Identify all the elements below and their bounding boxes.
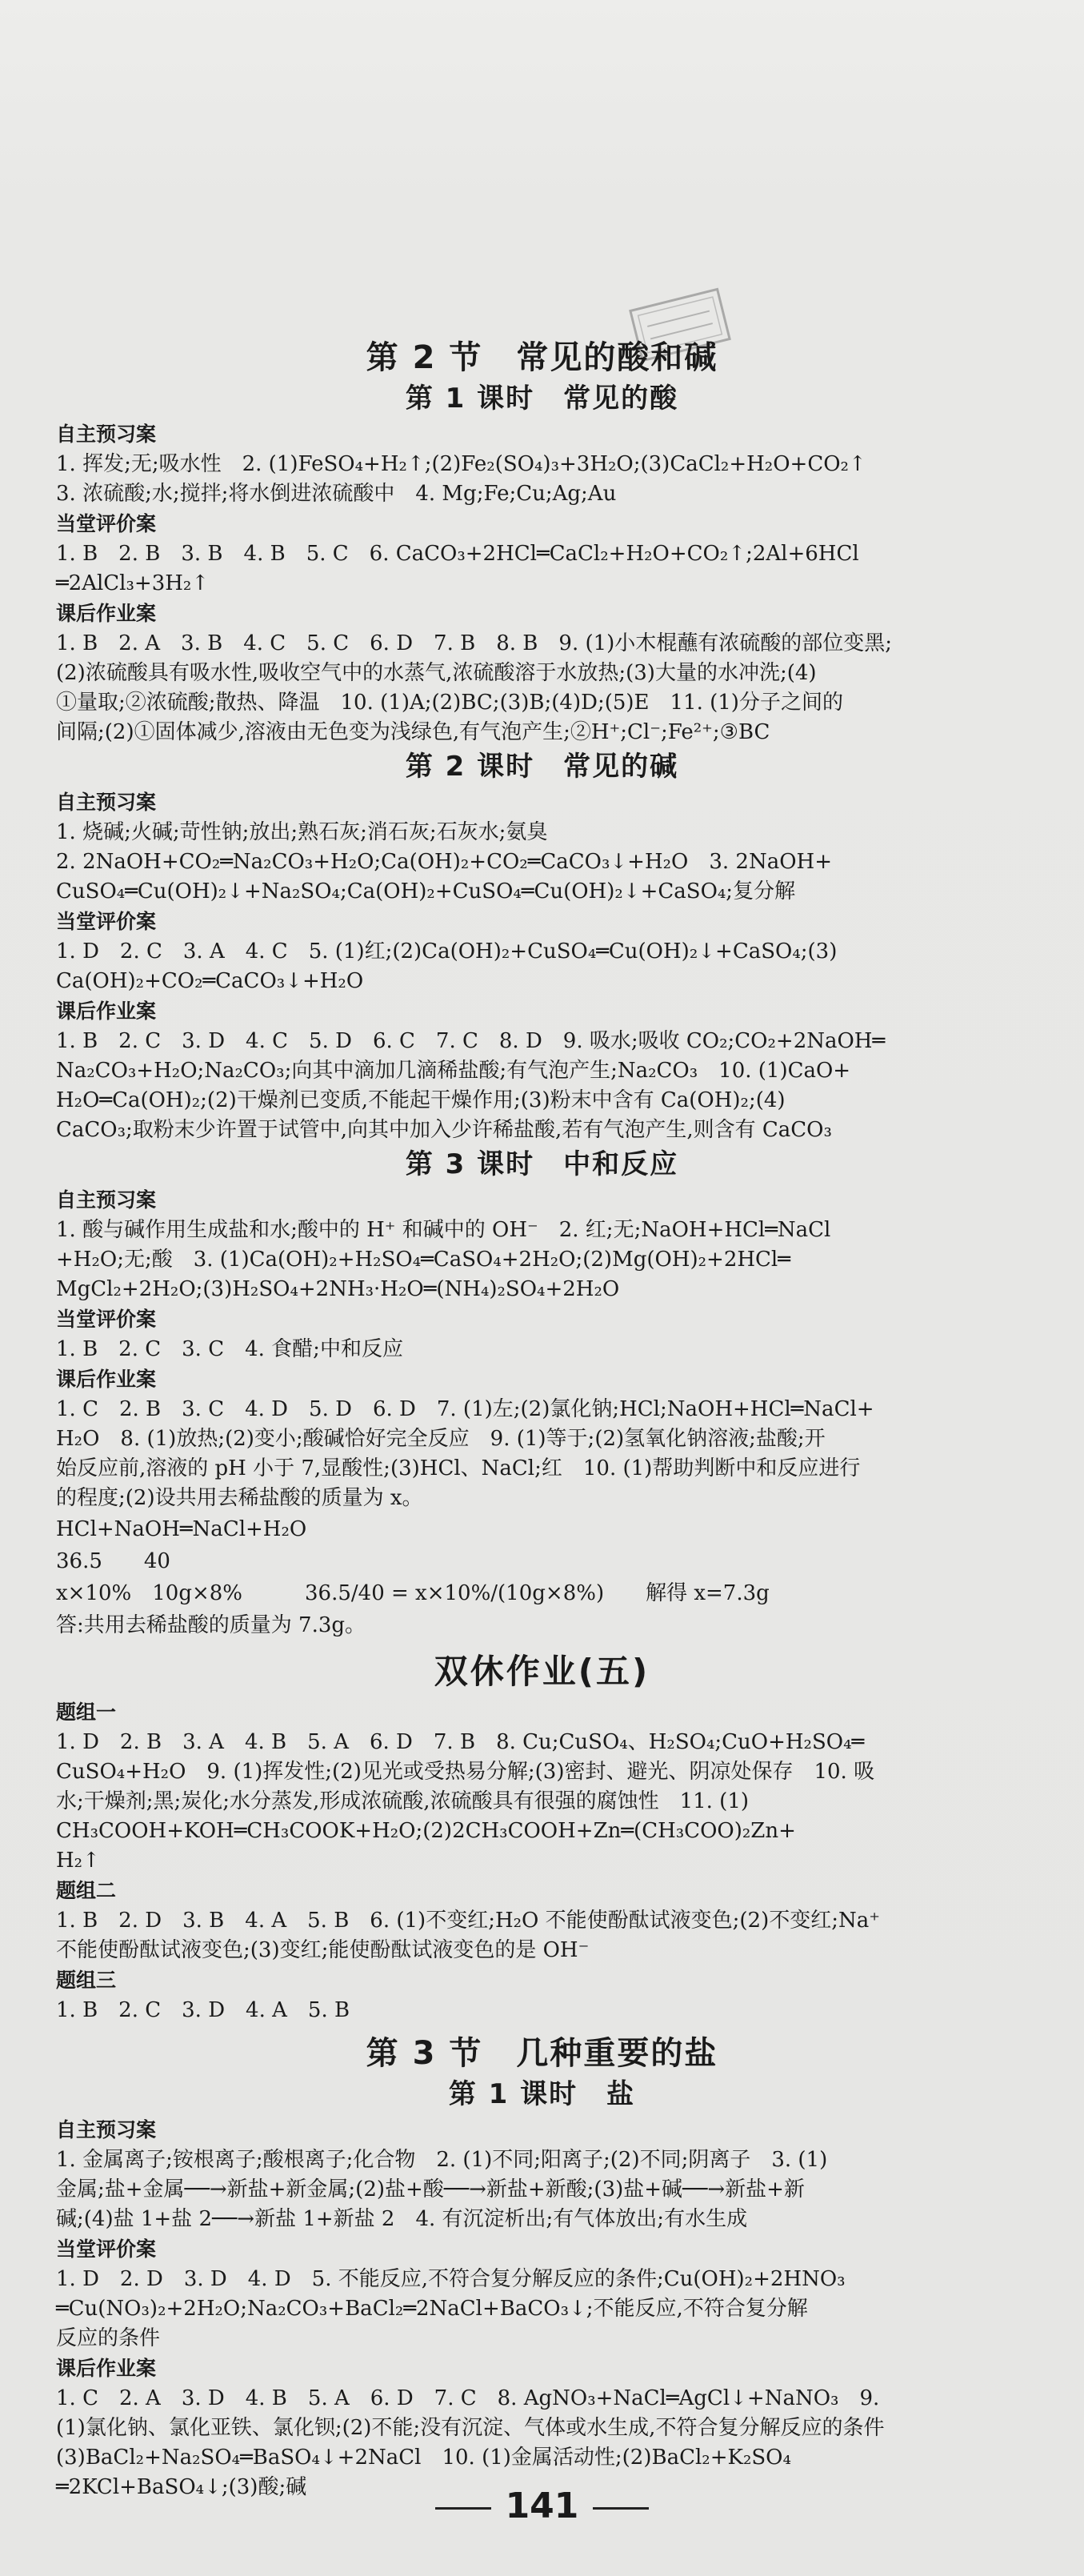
answer-line: MgCl₂+2H₂O;(3)H₂SO₄+2NH₃·H₂O═(NH₄)₂SO₄+2H₂O (56, 1277, 620, 1301)
answer-line: (3)BaCl₂+Na₂SO₄═BaSO₄↓+2NaCl 10. (1)金属活动性;(2)BaCl₂+K₂SO₄ (56, 2446, 791, 2470)
answer-line: 2. 2NaOH+CO₂═Na₂CO₃+H₂O;Ca(OH)₂+CO₂═CaCO₃↓+H₂O 3. 2NaOH+ (56, 850, 832, 874)
answer-line: 1. 酸与碱作用生成盐和水;酸中的 H⁺ 和碱中的 OH⁻ 2. 红;无;NaOH+HCl═NaCl (56, 1218, 831, 1242)
answer-line: (1)氯化钠、氯化亚铁、氯化钡;(2)不能;没有沉淀、气体或水生成,不符合复分解反应的条件 (56, 2416, 885, 2440)
in-class-label: 当堂评价案 (56, 1308, 157, 1331)
answer-line: 1. C 2. A 3. D 4. B 5. A 6. D 7. C 8. AgNO₃+NaCl═AgCl↓+NaNO₃ 9. (56, 2386, 880, 2410)
preview-label: 自主预习案 (56, 423, 157, 446)
answer-line: ═Cu(NO₃)₂+2H₂O;Na₂CO₃+BaCl₂═2NaCl+BaCO₃↓;不能反应,不符合复分解 (56, 2297, 808, 2321)
answer-line: H₂↑ (56, 1849, 100, 1873)
answer-line: 间隔;(2)①固体减少,溶液由无色变为浅绿色,有气泡产生;②H⁺;Cl⁻;Fe²⁺;③BC (56, 720, 770, 744)
answer-line: CuSO₄═Cu(OH)₂↓+Na₂SO₄;Ca(OH)₂+CuSO₄═Cu(OH)₂↓+CaSO₄;复分解 (56, 879, 796, 903)
calculation-line: HCl+NaOH═NaCl+H₂O (56, 1517, 307, 1541)
page-number-dash (435, 2507, 491, 2510)
page-number (0, 2486, 1084, 2526)
group-label: 题组三 (56, 1969, 117, 1992)
answer-line: 1. B 2. C 3. C 4. 食醋;中和反应 (56, 1337, 403, 1361)
homework-label: 课后作业案 (56, 2357, 157, 2380)
answer-line: CaCO₃;取粉末少许置于试管中,向其中加入少许稀盐酸,若有气泡产生,则含有 CaCO₃ (56, 1118, 832, 1142)
answer-line: 金属;盐+金属──→新盐+新金属;(2)盐+酸──→新盐+新酸;(3)盐+碱──→新盐+新 (56, 2177, 805, 2201)
section-title: 第 2 节 常见的酸和碱 (366, 339, 718, 376)
lesson-title: 第 2 课时 常见的碱 (405, 751, 679, 783)
answer-line: 反应的条件 (56, 2326, 161, 2350)
group-label: 题组一 (56, 1701, 117, 1724)
answer-line: 的程度;(2)设共用去稀盐酸的质量为 x。 (56, 1486, 423, 1510)
answer-line: 1. B 2. A 3. B 4. C 5. C 6. D 7. B 8. B 9. (1)小木棍蘸有浓硫酸的部位变黑; (56, 631, 893, 655)
in-class-label: 当堂评价案 (56, 910, 157, 933)
in-class-label: 当堂评价案 (56, 2237, 157, 2261)
answer-line: 1. 挥发;无;吸水性 2. (1)FeSO₄+H₂↑;(2)Fe₂(SO₄)₃+3H₂O;(3)CaCl₂+H₂O+CO₂↑ (56, 452, 866, 476)
lesson-title: 第 1 课时 常见的酸 (405, 383, 679, 415)
preview-label: 自主预习案 (56, 791, 157, 814)
calculation-line: x×10% 10g×8% 36.5/40 = x×10%/(10g×8%) 解得 x=7.3g (56, 1581, 770, 1605)
section-title: 第 3 节 几种重要的盐 (366, 2035, 718, 2072)
answer-line: 碱;(4)盐 1+盐 2──→新盐 1+新盐 2 4. 有沉淀析出;有气体放出;有水生成 (56, 2207, 748, 2231)
page-number-text: 141 (505, 2486, 579, 2526)
answer-line: CH₃COOH+KOH═CH₃COOK+H₂O;(2)2CH₃COOH+Zn═(CH₃COO)₂Zn+ (56, 1819, 796, 1843)
answer-line: H₂O═Ca(OH)₂;(2)干燥剂已变质,不能起干燥作用;(3)粉末中含有 Ca(OH)₂;(4) (56, 1088, 786, 1112)
lesson-title: 第 3 课时 中和反应 (405, 1148, 679, 1180)
answer-line: 1. B 2. B 3. B 4. B 5. C 6. CaCO₃+2HCl═CaCl₂+H₂O+CO₂↑;2Al+6HCl (56, 542, 859, 566)
answer-line: 1. 烧碱;火碱;苛性钠;放出;熟石灰;消石灰;石灰水;氨臭 (56, 820, 548, 844)
group-label: 题组二 (56, 1879, 117, 1902)
answer-line: 1. D 2. B 3. A 4. B 5. A 6. D 7. B 8. Cu;CuSO₄、H₂SO₄;CuO+H₂SO₄═ (56, 1730, 865, 1754)
answer-line: 1. B 2. C 3. D 4. C 5. D 6. C 7. C 8. D 9. 吸水;吸收 CO₂;CO₂+2NaOH═ (56, 1029, 886, 1053)
answer-line: 3. 浓硫酸;水;搅拌;将水倒进浓硫酸中 4. Mg;Fe;Cu;Ag;Au (56, 482, 617, 506)
answer-line: +H₂O;无;酸 3. (1)Ca(OH)₂+H₂SO₄═CaSO₄+2H₂O;(2)Mg(OH)₂+2HCl═ (56, 1248, 790, 1272)
answer-line: 1. D 2. C 3. A 4. C 5. (1)红;(2)Ca(OH)₂+CuSO₄═Cu(OH)₂↓+CaSO₄;(3) (56, 939, 838, 963)
answer-line: CuSO₄+H₂O 9. (1)挥发性;(2)见光或受热易分解;(3)密封、避光、阴凉处保存 10. 吸 (56, 1760, 875, 1784)
preview-label: 自主预习案 (56, 1188, 157, 1212)
answer-line: ═2AlCl₃+3H₂↑ (56, 571, 210, 595)
answer-content (56, 336, 1028, 2502)
answer-line: 1. D 2. D 3. D 4. D 5. 不能反应,不符合复分解反应的条件;Cu(OH)₂+2HNO₃ (56, 2267, 846, 2291)
answer-line: 1. 金属离子;铵根离子;酸根离子;化合物 2. (1)不同;阳离子;(2)不同;阴离子 3. (1) (56, 2148, 828, 2172)
calculation-line: 答:共用去稀盐酸的质量为 7.3g。 (56, 1613, 366, 1637)
answer-line: (2)浓硫酸具有吸水性,吸收空气中的水蒸气,浓硫酸溶于水放热;(3)大量的水冲洗;(4) (56, 661, 817, 685)
answer-line: Ca(OH)₂+CO₂═CaCO₃↓+H₂O (56, 969, 364, 993)
homework-label: 课后作业案 (56, 602, 157, 625)
homework-label: 课后作业案 (56, 1368, 157, 1391)
weekend-homework-title: 双休作业(五) (434, 1652, 650, 1691)
page-number-dash (593, 2507, 649, 2510)
preview-label: 自主预习案 (56, 2118, 157, 2141)
answer-line: Na₂CO₃+H₂O;Na₂CO₃;向其中滴加几滴稀盐酸;有气泡产生;Na₂CO₃ 10. (1)CaO+ (56, 1059, 851, 1083)
answer-line: 1. B 2. D 3. B 4. A 5. B 6. (1)不变红;H₂O 不能使酚酞试液变色;(2)不变红;Na⁺ (56, 1909, 880, 1933)
in-class-label: 当堂评价案 (56, 512, 157, 535)
calculation-line: 36.5 40 (56, 1549, 170, 1573)
answer-line: 不能使酚酞试液变色;(3)变红;能使酚酞试液变色的是 OH⁻ (56, 1938, 590, 1962)
answer-line: ═2KCl+BaSO₄↓;(3)酸;碱 (56, 2475, 307, 2499)
answer-line: 始反应前,溶液的 pH 小于 7,显酸性;(3)HCl、NaCl;红 10. (1)帮助判断中和反应进行 (56, 1456, 861, 1480)
lesson-title: 第 1 课时 盐 (448, 2078, 636, 2110)
answer-line: 1. B 2. C 3. D 4. A 5. B (56, 1998, 350, 2022)
answer-line: H₂O 8. (1)放热;(2)变小;酸碱恰好完全反应 9. (1)等于;(2)氢氧化钠溶液;盐酸;开 (56, 1427, 826, 1451)
answer-line: ①量取;②浓硫酸;散热、降温 10. (1)A;(2)BC;(3)B;(4)D;(5)E 11. (1)分子之间的 (56, 691, 843, 715)
answer-line: 1. C 2. B 3. C 4. D 5. D 6. D 7. (1)左;(2)氯化钠;HCl;NaOH+HCl═NaCl+ (56, 1397, 874, 1421)
homework-label: 课后作业案 (56, 1000, 157, 1023)
answer-line: 水;干燥剂;黑;炭化;水分蒸发,形成浓硫酸,浓硫酸具有很强的腐蚀性 11. (1) (56, 1789, 750, 1813)
